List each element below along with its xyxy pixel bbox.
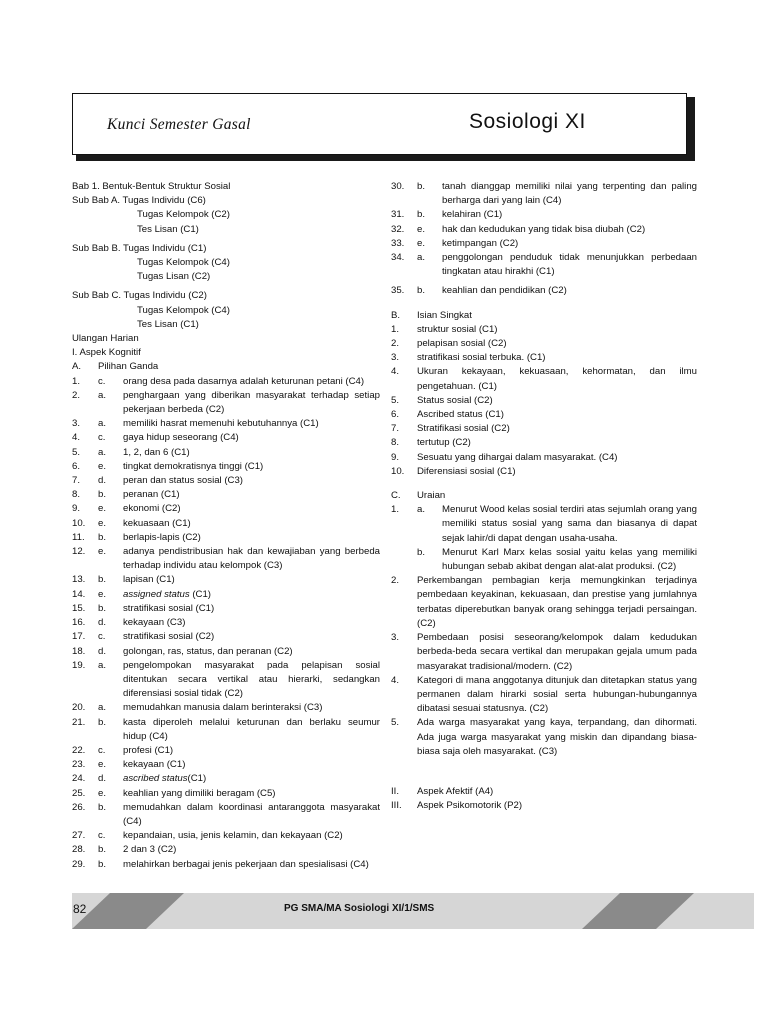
answer-item [72,758,380,772]
item-number: 7. [72,475,81,487]
answer-item [72,787,380,801]
page-header [72,93,687,155]
item-letter: b. [98,858,107,870]
answer-item [391,251,697,279]
item-code: (C1) [189,588,211,600]
item-text: kekayaan (C1) [123,759,186,771]
answer-item [72,474,380,488]
item-italic-term: assigned status [123,588,190,600]
item-number: 15. [72,602,86,614]
uraian-item: b. Menurut Karl Marx kelas sosial yaitu kelas yang memiliki hubungan sebab akibat dengan alat-alat produksi. (C2) [391,546,697,574]
item-number: 27. [72,830,86,842]
item-text: keahlian dan pendidikan (C2) [442,285,567,297]
item-text: kekayaan (C3) [123,617,186,629]
item-text: berlapis-lapis (C2) [123,531,201,543]
answer-item [391,394,697,408]
item-text: lapisan (C1) [123,574,175,586]
answer-item [72,389,380,417]
item-number: 14. [72,588,86,600]
section-b-number: B. [391,309,401,321]
item-letter: b. [98,489,107,501]
item-text: memiliki hasrat memenuhi kebutuhannya (C1) [123,418,319,430]
item-number: 23. [72,759,86,771]
section-c-label: Uraian [417,490,446,502]
answer-item [391,351,697,365]
subbab-b-1: Sub Bab B. Tugas Individu (C1) [72,242,207,254]
item-number: 4. [72,432,81,444]
answer-item [72,502,380,516]
item-text: adanya pendistribusian hak dan kewajiaban yang berbeda terhadap individu atau kelompok (C3) [123,546,380,572]
answer-item [72,801,380,829]
item-letter: a. [98,659,107,671]
subbab-c-3: Tes Lisan (C1) [137,318,199,330]
item-number: 3. [391,632,400,644]
item-letter: e. [98,460,107,472]
item-number: 24. [72,773,86,785]
item-number: 4. [391,366,400,378]
item-letter: b. [417,209,426,221]
answer-item [391,422,697,436]
answer-item [391,365,697,393]
answer-item [391,337,697,351]
chapter-title: Bab 1. Bentuk-Bentuk Struktur Sosial [72,181,231,192]
answer-item [72,588,380,602]
item-letter: b. [98,716,107,728]
uraian-1a-text: Menurut Wood kelas sosial terdiri atas sejumlah orang yang memiliki status sosial yang sama dan biasanya di dapat sejak lahir/di dapat dengan usaha-usaha. [442,504,697,544]
item-text: orang desa pada dasarnya adalah keturunan petani (C4) [123,375,365,387]
item-text: golongan, ras, status, dan peranan (C2) [123,645,293,657]
item-number: 3. [72,418,81,430]
item-text: memudahkan dalam koordinasi antaranggota masyarakat (C4) [123,801,380,827]
answer-item [391,284,697,298]
item-letter: e. [98,503,107,515]
item-text: ekonomi (C2) [123,503,181,515]
item-text: Aspek Afektif (A4) [417,785,494,797]
answer-item [391,631,697,674]
item-letter: e. [98,759,107,771]
item-text: profesi (C1) [123,744,174,756]
answer-item [391,674,697,717]
answer-item [391,223,697,237]
item-number: 9. [72,503,81,515]
answer-item [72,630,380,644]
item-letter: c. [98,631,106,643]
item-letter: e. [417,237,426,249]
answer-item [391,451,697,465]
subbab-b-3: Tugas Lisan (C2) [137,271,211,283]
item-text: gaya hidup seseorang (C4) [123,432,239,444]
item-number: 8. [391,437,400,449]
item-number: 35. [391,285,405,297]
item-number: 32. [391,223,405,235]
item-text: stratifikasi sosial (C2) [123,631,215,643]
aspek-kognitif: I. Aspek Kognitif [72,347,141,359]
uraian-item: 1. a. Menurut Wood kelas sosial terdiri atas sejumlah orang yang memiliki status sosial yang sama dan biasanya di dapat sejak lahir/di dapat dengan usaha-usaha. [391,503,697,546]
item-number: 2. [72,389,81,401]
item-text: Kategori di mana anggotanya ditunjuk dan ditetapkan status yang permanen dalam hirarki sosial serta hubungan-hubungannya dibatasi sesuai statusnya. (C2) [417,674,697,715]
ulangan-harian: Ulangan Harian [72,333,139,345]
item-text: Aspek Psikomotorik (P2) [417,800,523,812]
item-number: 11. [72,531,85,543]
item-text: 1, 2, dan 6 (C1) [123,446,190,458]
section-b-label: Isian Singkat [417,309,472,321]
answer-item [72,531,380,545]
answer-item [72,716,380,744]
item-text: Status sosial (C2) [417,394,493,406]
item-letter: a. [98,389,107,401]
answer-item [391,785,697,799]
item-letter: b. [417,285,426,297]
answer-item [72,616,380,630]
right-answer-list [391,180,697,299]
answer-item [391,799,697,813]
item-number: III. [391,800,402,812]
item-number: 6. [72,460,81,472]
item-number: 29. [72,858,86,870]
item-letter: e. [98,517,107,529]
item-text: kekuasaan (C1) [123,517,191,529]
subbab-b-2: Tugas Kelompok (C4) [137,257,230,269]
item-number: 9. [391,451,400,463]
item-code: (C1) [187,773,207,785]
item-number: 4. [391,674,400,686]
item-text [123,588,380,602]
subbab-a-3: Tes Lisan (C1) [137,223,199,235]
item-text [123,772,380,786]
item-letter: e. [98,546,107,558]
item-text: penghargaan yang diberikan masyarakat terhadap setiap pekerjaan berbeda (C2) [123,389,380,416]
answer-item [391,180,697,208]
item-number: 1. [72,375,81,387]
isian-list [391,323,697,479]
item-number: 7. [391,423,400,435]
item-text: pelapisan sosial (C2) [417,338,507,350]
item-text: Ascribed status (C1) [417,409,504,421]
answer-item [72,460,380,474]
answer-item [72,772,380,786]
item-number: 5. [72,446,81,458]
item-letter: b. [98,602,107,614]
item-letter: e. [98,787,107,799]
answer-item [72,645,380,659]
item-text: kepandaian, usia, jenis kelamin, dan kekayaan (C2) [123,830,343,842]
answer-item [391,574,697,631]
item-number: 25. [72,787,86,799]
item-text: hak dan kedudukan yang tidak bisa diubah (C2) [442,223,646,235]
item-text: melahirkan berbagai jenis pekerjaan dan spesialisasi (C4) [123,858,369,870]
item-text: tanah dianggap memiliki nilai yang terpenting dan paling berharga dari yang lain (C4) [442,181,697,207]
answer-item [72,573,380,587]
item-number: 12. [72,546,86,558]
item-number: 33. [391,237,405,249]
item-text: Ada warga masyarakat yang kaya, terpandang, dan dihormati. Ada juga warga masyarakat yang miskin dan dipandang biasa-biasa saja oleh masyarakat. (C3) [417,717,697,757]
answer-item [72,843,380,857]
subbab-a-1: Sub Bab A. Tugas Individu (C6) [72,195,206,207]
header-title: Sosiologi XI [469,110,586,133]
item-number: 2. [391,575,400,587]
answer-item [391,237,697,251]
item-letter: b. [417,181,426,192]
item-letter: d. [98,475,107,487]
item-letter: c. [98,432,106,444]
item-number: 3. [391,352,400,364]
item-number: 5. [391,394,400,406]
item-letter: a. [98,418,107,430]
item-letter: e. [98,588,107,600]
item-number: 10. [72,517,86,529]
item-text: stratifikasi sosial (C1) [123,602,215,614]
item-number: 20. [72,702,86,714]
section-a-number: A. [72,361,82,373]
item-number: 13. [72,574,86,586]
item-number: 8. [72,489,81,501]
item-letter: d. [98,645,107,657]
item-text: tingkat demokratisnya tinggi (C1) [123,460,264,472]
section-a-label: Pilihan Ganda [98,361,159,373]
item-text: peranan (C1) [123,489,180,501]
item-number: 31. [391,209,405,221]
header-subtitle: Kunci Semester Gasal [107,116,251,133]
section-a-heading [72,360,380,374]
answer-item [72,659,380,702]
item-number: 19. [72,659,86,671]
section-c-number: C. [391,490,401,502]
item-number: 28. [72,844,86,856]
item-text: Diferensiasi sosial (C1) [417,465,516,477]
subbab-c-1: Sub Bab C. Tugas Individu (C2) [72,290,207,302]
item-text: kasta diperoleh melalui keturunan dan berlaku seumur hidup (C4) [123,716,380,742]
item-number: 6. [391,409,400,421]
uraian-1b-text: Menurut Karl Marx kelas sosial yaitu kelas yang memiliki hubungan sebab akibat dengan alat-alat produksi. (C2) [442,546,697,573]
item-text: struktur sosial (C1) [417,323,498,335]
item-letter: a. [98,446,107,458]
item-text: Sesuatu yang dihargai dalam masyarakat. (C4) [417,451,618,463]
answer-item [72,446,380,460]
item-number: 30. [391,181,405,192]
item-letter: b. [98,574,107,586]
item-number: 18. [72,645,86,657]
answer-item [72,858,380,872]
subbab-c-2: Tugas Kelompok (C4) [137,304,230,316]
item-letter: e. [417,223,426,235]
answer-item [72,829,380,843]
answer-item [72,431,380,445]
page-footer [72,893,754,929]
item-text: kelahiran (C1) [442,209,503,221]
item-letter: c. [98,375,106,387]
item-number: 26. [72,801,86,813]
answer-item [72,545,380,573]
item-text: ketimpangan (C2) [442,237,519,249]
answer-item [391,716,697,759]
item-number: 17. [72,631,86,643]
item-number: 21. [72,716,86,728]
item-text: Ukuran kekayaan, kekuasaan, kehormatan, dan ilmu pengetahuan. (C1) [417,366,697,392]
section-b-heading [391,309,697,323]
item-text: Pembedaan posisi seseorang/kelompok dalam kedudukan berbeda-beda secara vertikal dan merupakan gejala umum pada masyarakat tradisional/modern. (C2) [417,632,697,672]
item-italic-term: ascribed status [123,773,188,785]
item-text: peran dan status sosial (C3) [123,475,243,487]
answer-item [72,744,380,758]
item-number: 5. [391,717,400,729]
item-number: 1. [391,323,400,335]
section-c-heading [391,489,697,503]
item-letter: b. [98,844,107,856]
right-column [391,180,697,813]
item-number: 10. [391,465,405,477]
aspek-list [391,785,697,813]
item-text: tertutup (C2) [417,437,471,449]
item-text: keahlian yang dimiliki beragam (C5) [123,787,276,799]
page-number: 82 [73,902,87,916]
answer-item [72,375,380,389]
left-column [72,180,380,872]
answer-item [72,417,380,431]
item-number: II. [391,785,399,797]
answer-item [72,701,380,715]
item-text: penggolongan penduduk tidak menunjukkan perbedaan tingkatan atau hirakhi (C1) [442,252,697,278]
item-number: 16. [72,617,86,629]
item-letter: d. [98,617,107,629]
item-letter: a. [417,252,426,264]
item-letter: c. [98,830,106,842]
item-text: Stratifikasi sosial (C2) [417,423,510,435]
item-text: stratifikasi sosial terbuka. (C1) [417,352,546,364]
answer-item [72,517,380,531]
item-text: 2 dan 3 (C2) [123,844,177,856]
subbab-a-2: Tugas Kelompok (C2) [137,209,230,221]
item-letter: a. [98,702,107,714]
answer-item [391,465,697,479]
item-letter: b. [98,531,107,543]
answer-item [72,488,380,502]
item-letter: c. [98,744,106,756]
item-text: memudahkan manusia dalam berinteraksi (C3) [123,702,323,714]
item-letter: d. [98,773,107,785]
item-number: 34. [391,252,405,264]
answer-item [391,323,697,337]
footer-title: PG SMA/MA Sosiologi XI/1/SMS [284,903,435,914]
answer-item [391,436,697,450]
item-letter: b. [98,801,107,813]
answer-item [72,602,380,616]
uraian-list [391,574,697,759]
item-text: pengelompokan masyarakat pada pelapisan sosial ditentukan secara vertikal atau hierarki, sedangkan diferensiasi sosial tidak (C2) [123,659,380,700]
answer-item [391,208,697,222]
item-number: 2. [391,338,400,350]
answer-item [391,408,697,422]
item-text: Perkembangan pembagian kerja memungkinkan terjadinya pembedaan keyakinan, kekuasaan, dan prestise yang jumlahnya terbatas diperebutkan banyak orang sehingga terjadi persaingan. (C2) [417,575,697,629]
item-number: 22. [72,744,86,756]
left-answer-list [72,375,380,872]
